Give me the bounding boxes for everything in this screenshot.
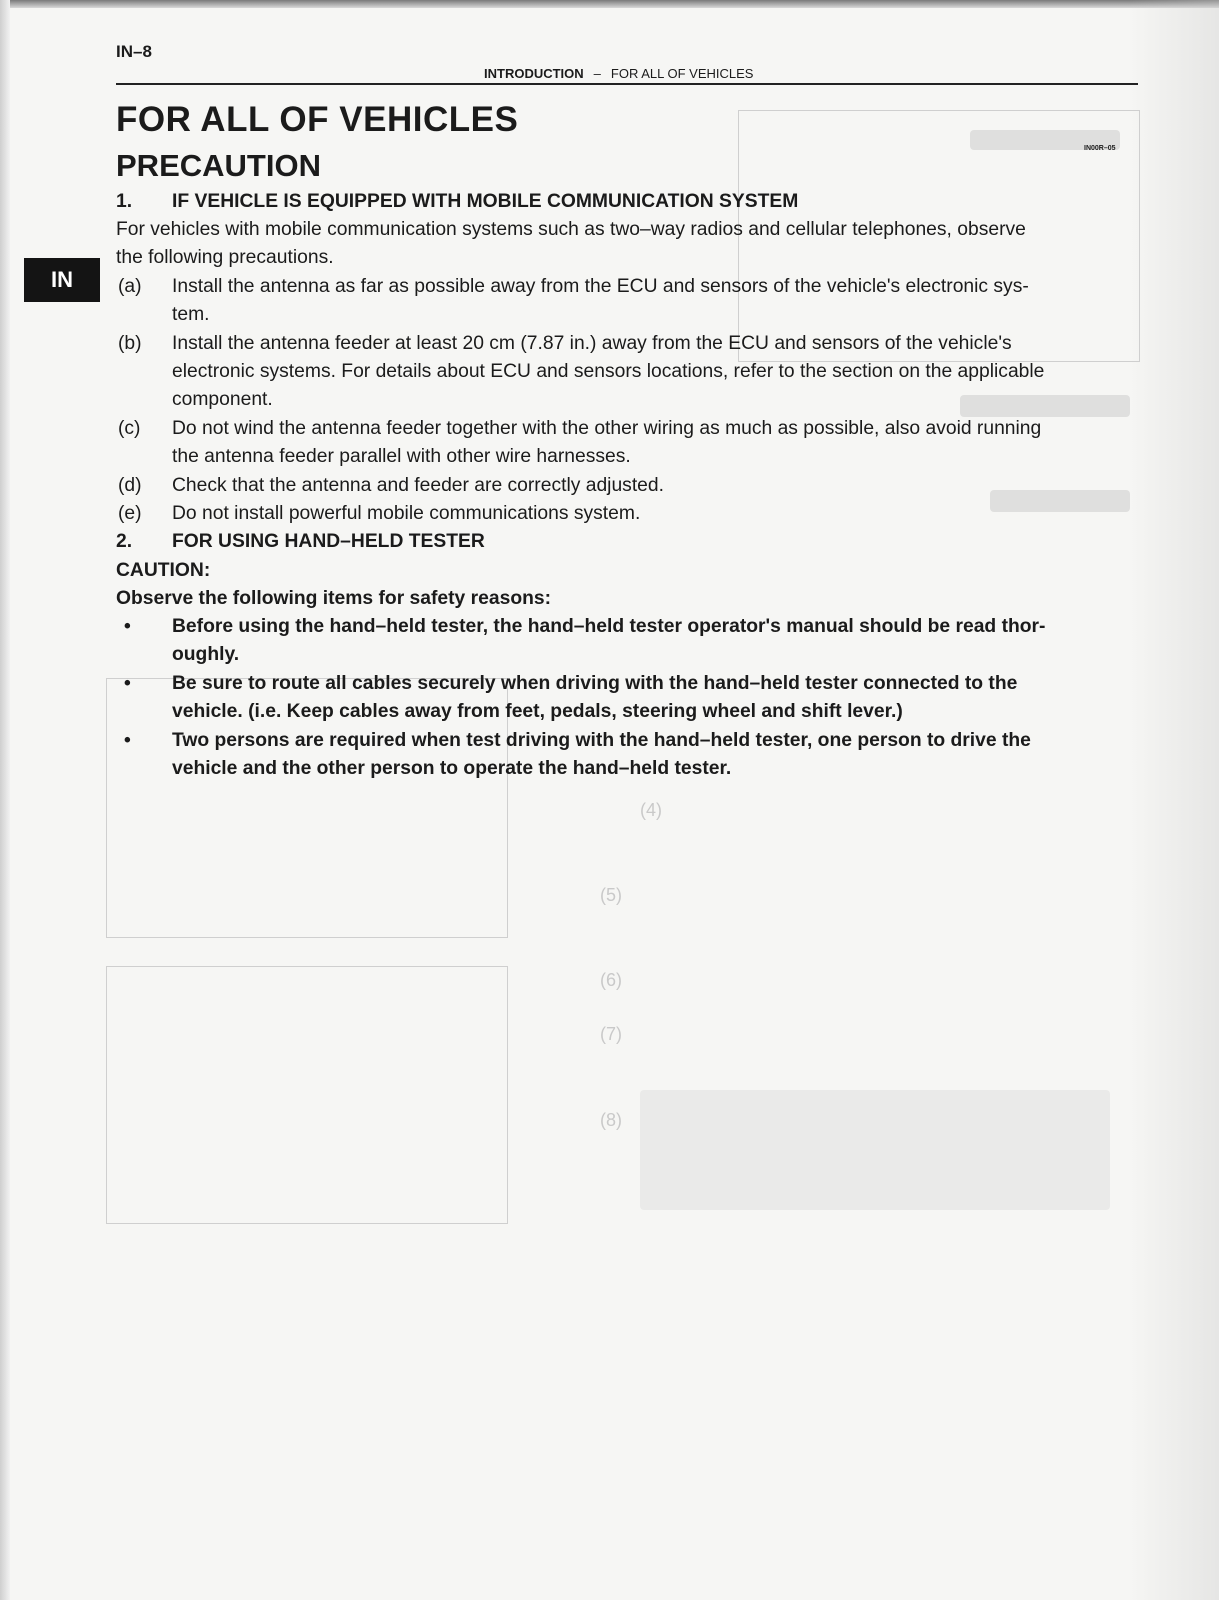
- bullet-2-line-1: Be sure to route all cables securely when driving with the hand–held tester connected to the: [172, 673, 1018, 694]
- item-b-line-1: Install the antenna feeder at least 20 cm (7.87 in.) away from the ECU and sensors of the vehicle's: [172, 333, 1012, 354]
- bullet-1-line-1: Before using the hand–held tester, the hand–held tester operator's manual should be read thor-: [172, 616, 1046, 637]
- page-number: IN–8: [116, 42, 152, 61]
- bleed-through-text-3: (6): [600, 970, 622, 990]
- item2-heading-row: [116, 528, 485, 556]
- page-subtitle: PRECAUTION: [116, 148, 321, 183]
- item-c-label: (c): [118, 418, 141, 439]
- item-b-line-3: component.: [172, 389, 273, 410]
- running-header-subsection: FOR ALL OF VEHICLES: [610, 66, 754, 81]
- item-b-label: (b): [118, 333, 142, 354]
- item-a-label: (a): [118, 276, 142, 297]
- running-header: [484, 66, 753, 81]
- bleed-through-mark-2: [960, 395, 1130, 417]
- page-top-edge: [0, 0, 1219, 8]
- item-a-line-1: Install the antenna as far as possible away from the ECU and sensors of the vehicle's electronic sys-: [172, 276, 1029, 297]
- bleed-through-figure-bottom: [106, 966, 508, 1224]
- item2-heading: FOR USING HAND–HELD TESTER: [172, 531, 485, 552]
- item-d-label: (d): [118, 475, 142, 496]
- item1-intro-line-1: For vehicles with mobile communication systems such as two–way radios and cellular telephones, observe: [116, 219, 1026, 240]
- caution-label: CAUTION:: [116, 560, 211, 581]
- bleed-through-text-4: (7): [600, 1024, 622, 1044]
- bullet-2-line-2: vehicle. (i.e. Keep cables away from feet, pedals, steering wheel and shift lever.): [172, 701, 903, 722]
- item1-heading: IF VEHICLE IS EQUIPPED WITH MOBILE COMMUNICATION SYSTEM: [172, 191, 799, 212]
- bleed-through-text-1: (4): [640, 800, 763, 820]
- bleed-through-text-5: (8): [600, 1110, 622, 1130]
- bleed-through-mark-4: [640, 1090, 1110, 1210]
- item-d-line-1: Check that the antenna and feeder are correctly adjusted.: [172, 475, 664, 496]
- caution-intro: Observe the following items for safety reasons:: [116, 588, 552, 609]
- item1-heading-row: [116, 188, 798, 216]
- item-e-label: (e): [118, 503, 142, 524]
- item2-number: 2.: [116, 531, 133, 552]
- item-a-line-2: tem.: [172, 304, 210, 325]
- reference-code: IN00R–05: [1084, 145, 1116, 152]
- header-rule: [116, 83, 1138, 85]
- item1-number: 1.: [116, 191, 133, 212]
- item-b-line-2: electronic systems. For details about ECU and sensors locations, refer to the section on the applicable: [172, 361, 1045, 382]
- item1-intro-line-2: the following precautions.: [116, 247, 334, 268]
- page-title: FOR ALL OF VEHICLES: [116, 100, 519, 139]
- bullet-1-symbol: •: [124, 616, 131, 637]
- bullet-3-line-1: Two persons are required when test driving with the hand–held tester, one person to drive the: [172, 730, 1031, 751]
- page-left-edge: [0, 0, 10, 1600]
- bleed-through-text-2: (5): [600, 885, 622, 905]
- bullet-1-line-2: oughly.: [172, 644, 240, 665]
- bullet-3-line-2: vehicle and the other person to operate the hand–held tester.: [172, 758, 732, 779]
- bleed-through-mark-3: [990, 490, 1130, 512]
- running-header-separator: –: [593, 66, 601, 81]
- bullet-2-symbol: •: [124, 673, 131, 694]
- bullet-3-symbol: •: [124, 730, 131, 751]
- item-c-line-2: the antenna feeder parallel with other wire harnesses.: [172, 446, 631, 467]
- section-tab: IN: [24, 258, 100, 302]
- page-shading: [1129, 0, 1219, 1600]
- running-header-section: INTRODUCTION: [484, 66, 584, 81]
- item-c-line-1: Do not wind the antenna feeder together with the other wiring as much as possible, also avoid running: [172, 418, 1042, 439]
- item-e-line-1: Do not install powerful mobile communications system.: [172, 503, 641, 524]
